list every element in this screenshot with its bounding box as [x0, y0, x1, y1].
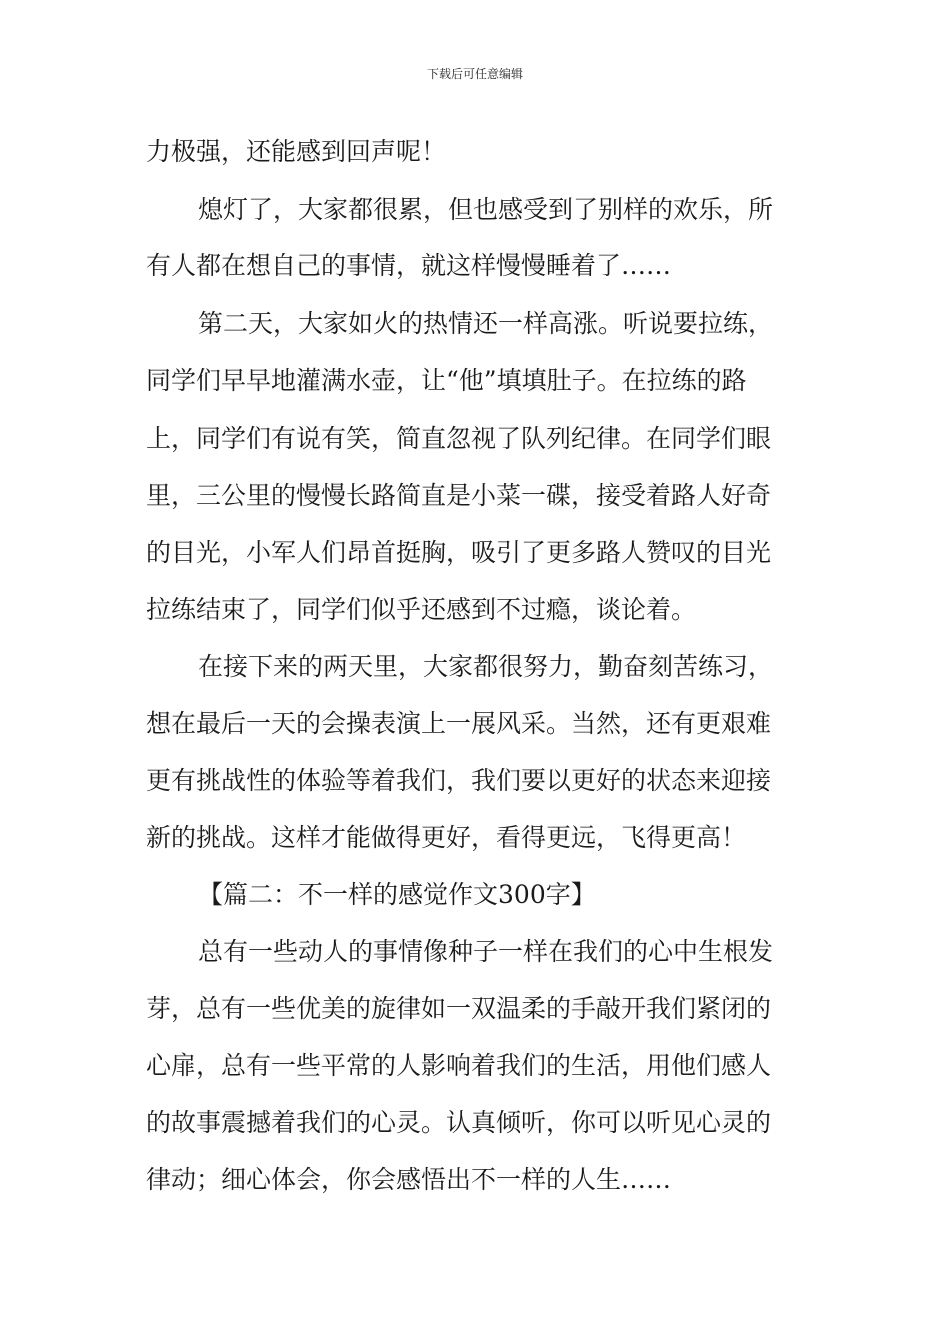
text-line: 新的挑战。这样才能做得更好，看得更远，飞得更高！ [146, 823, 747, 852]
paragraph-first-line: 第二天，大家如火的热情还一样高涨。听说要拉练， [198, 309, 774, 338]
text-line: 里，三公里的慢慢长路简直是小菜一碟，接受着路人好奇 [146, 481, 772, 510]
text-line: 的故事震撼着我们的心灵。认真倾听，你可以听见心灵的 [146, 1108, 772, 1137]
text-line: 有人都在想自己的事情，就这样慢慢睡着了…… [146, 251, 672, 280]
text-line: 芽，总有一些优美的旋律如一双温柔的手敲开我们紧闭的 [146, 994, 772, 1023]
text-line: 力极强，还能感到回声呢！ [146, 137, 447, 166]
text-line: 想在最后一天的会操表演上一展风采。当然，还有更艰难 [146, 709, 772, 738]
paragraph-first-line: 总有一些动人的事情像种子一样在我们的心中生根发 [198, 937, 774, 966]
text-line: 同学们早早地灌满水壶，让“他”填填肚子。在拉练的路 [146, 366, 747, 395]
text-line: 律动；细心体会，你会感悟出不一样的人生…… [146, 1165, 672, 1194]
section-heading: 【篇二：不一样的感觉作文300字】 [198, 880, 596, 909]
paragraph-first-line: 熄灯了，大家都很累，但也感受到了别样的欢乐，所 [198, 195, 774, 224]
page-header: 下载后可任意编辑 [426, 67, 523, 81]
text-line: 的目光，小军人们昂首挺胸，吸引了更多路人赞叹的目光 [146, 538, 772, 567]
text-line: 更有挑战性的体验等着我们，我们要以更好的状态来迎接 [146, 766, 772, 795]
paragraph-first-line: 在接下来的两天里，大家都很努力，勤奋刻苦练习， [198, 652, 774, 681]
text-line: 上，同学们有说有笑，简直忽视了队列纪律。在同学们眼 [146, 424, 772, 453]
text-line: 心扉，总有一些平常的人影响着我们的生活，用他们感人 [146, 1051, 772, 1080]
text-line: 拉练结束了，同学们似乎还感到不过瘾，谈论着。 [146, 595, 697, 624]
